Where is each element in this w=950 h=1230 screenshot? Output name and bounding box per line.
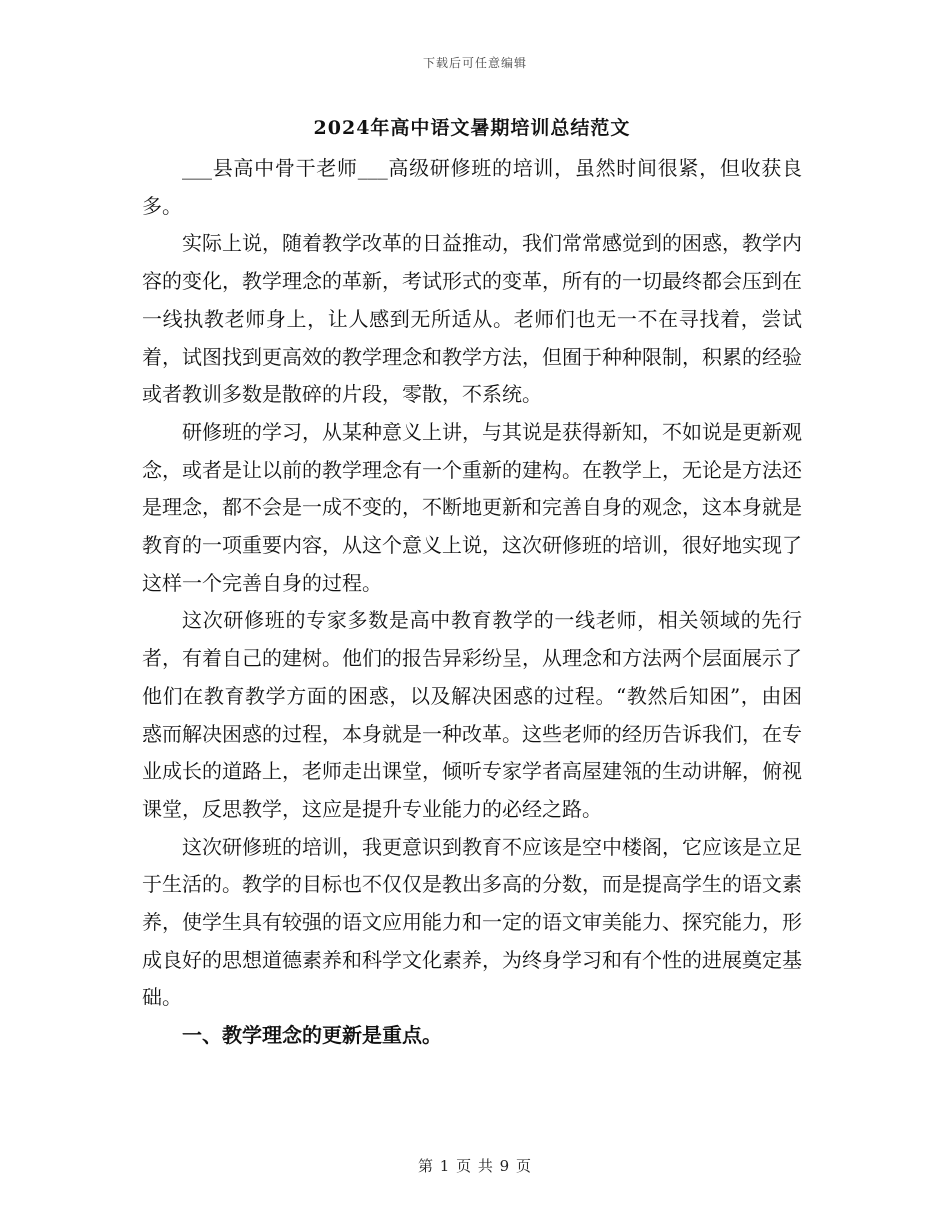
paragraph-intro: ___县高中骨干老师___高级研修班的培训，虽然时间很紧，但收获良多。 [142, 156, 802, 218]
document-title: 2024年高中语文暑期培训总结范文 [313, 117, 631, 139]
download-edit-note: 下载后可任意编辑 [422, 56, 527, 70]
paragraph-education-goal: 这次研修班的培训，我更意识到教育不应该是空中楼阁，它应该是立足于生活的。教学的目标也不仅仅是教出多高的分数，而是提高学生的语文素养，使学生具有较强的语文应用能力和一定的语文审美能力、探究能力，形成良好的思想道德素养和科学文化素养，为终身学习和有个性的进展奠定基础。 [142, 834, 802, 1010]
page-indicator: 第 1 页 共 9 页 [418, 1157, 532, 1175]
paragraph-concept-update: 研修班的学习，从某种意义上讲，与其说是获得新知，不如说是更新观念，或者是让以前的教学理念有一个重新的建构。在教学上，无论是方法还是理念，都不会是一成不变的，不断地更新和完善自身的观念，这本身就是教育的一项重要内容，从这个意义上说，这次研修班的培训，很好地实现了这样一个完善自身的过程。 [142, 419, 802, 595]
document-body [142, 112, 802, 1055]
section-heading-1: 一、教学理念的更新是重点。 [182, 1023, 442, 1048]
paragraph-experts: 这次研修班的专家多数是高中教育教学的一线老师，相关领域的先行者，有着自己的建树。他们的报告异彩纷呈，从理念和方法两个层面展示了他们在教育教学方面的困惑，以及解决困惑的过程。“教然后知困”，由困惑而解决困惑的过程，本身就是一种改革。这些老师的经历告诉我们，在专业成长的道路上，老师走出课堂，倾听专家学者高屋建瓴的生动讲解，俯视课堂，反思教学，这应是提升专业能力的必经之路。 [142, 608, 802, 821]
paragraph-confusion: 实际上说，随着教学改革的日益推动，我们常常感觉到的困惑，教学内容的变化，教学理念的革新，考试形式的变革，所有的一切最终都会压到在一线执教老师身上，让人感到无所适从。老师们也无一不在寻找着，尝试着，试图找到更高效的教学理念和教学方法，但囿于种种限制，积累的经验或者教训多数是散碎的片段，零散，不系统。 [142, 231, 802, 407]
